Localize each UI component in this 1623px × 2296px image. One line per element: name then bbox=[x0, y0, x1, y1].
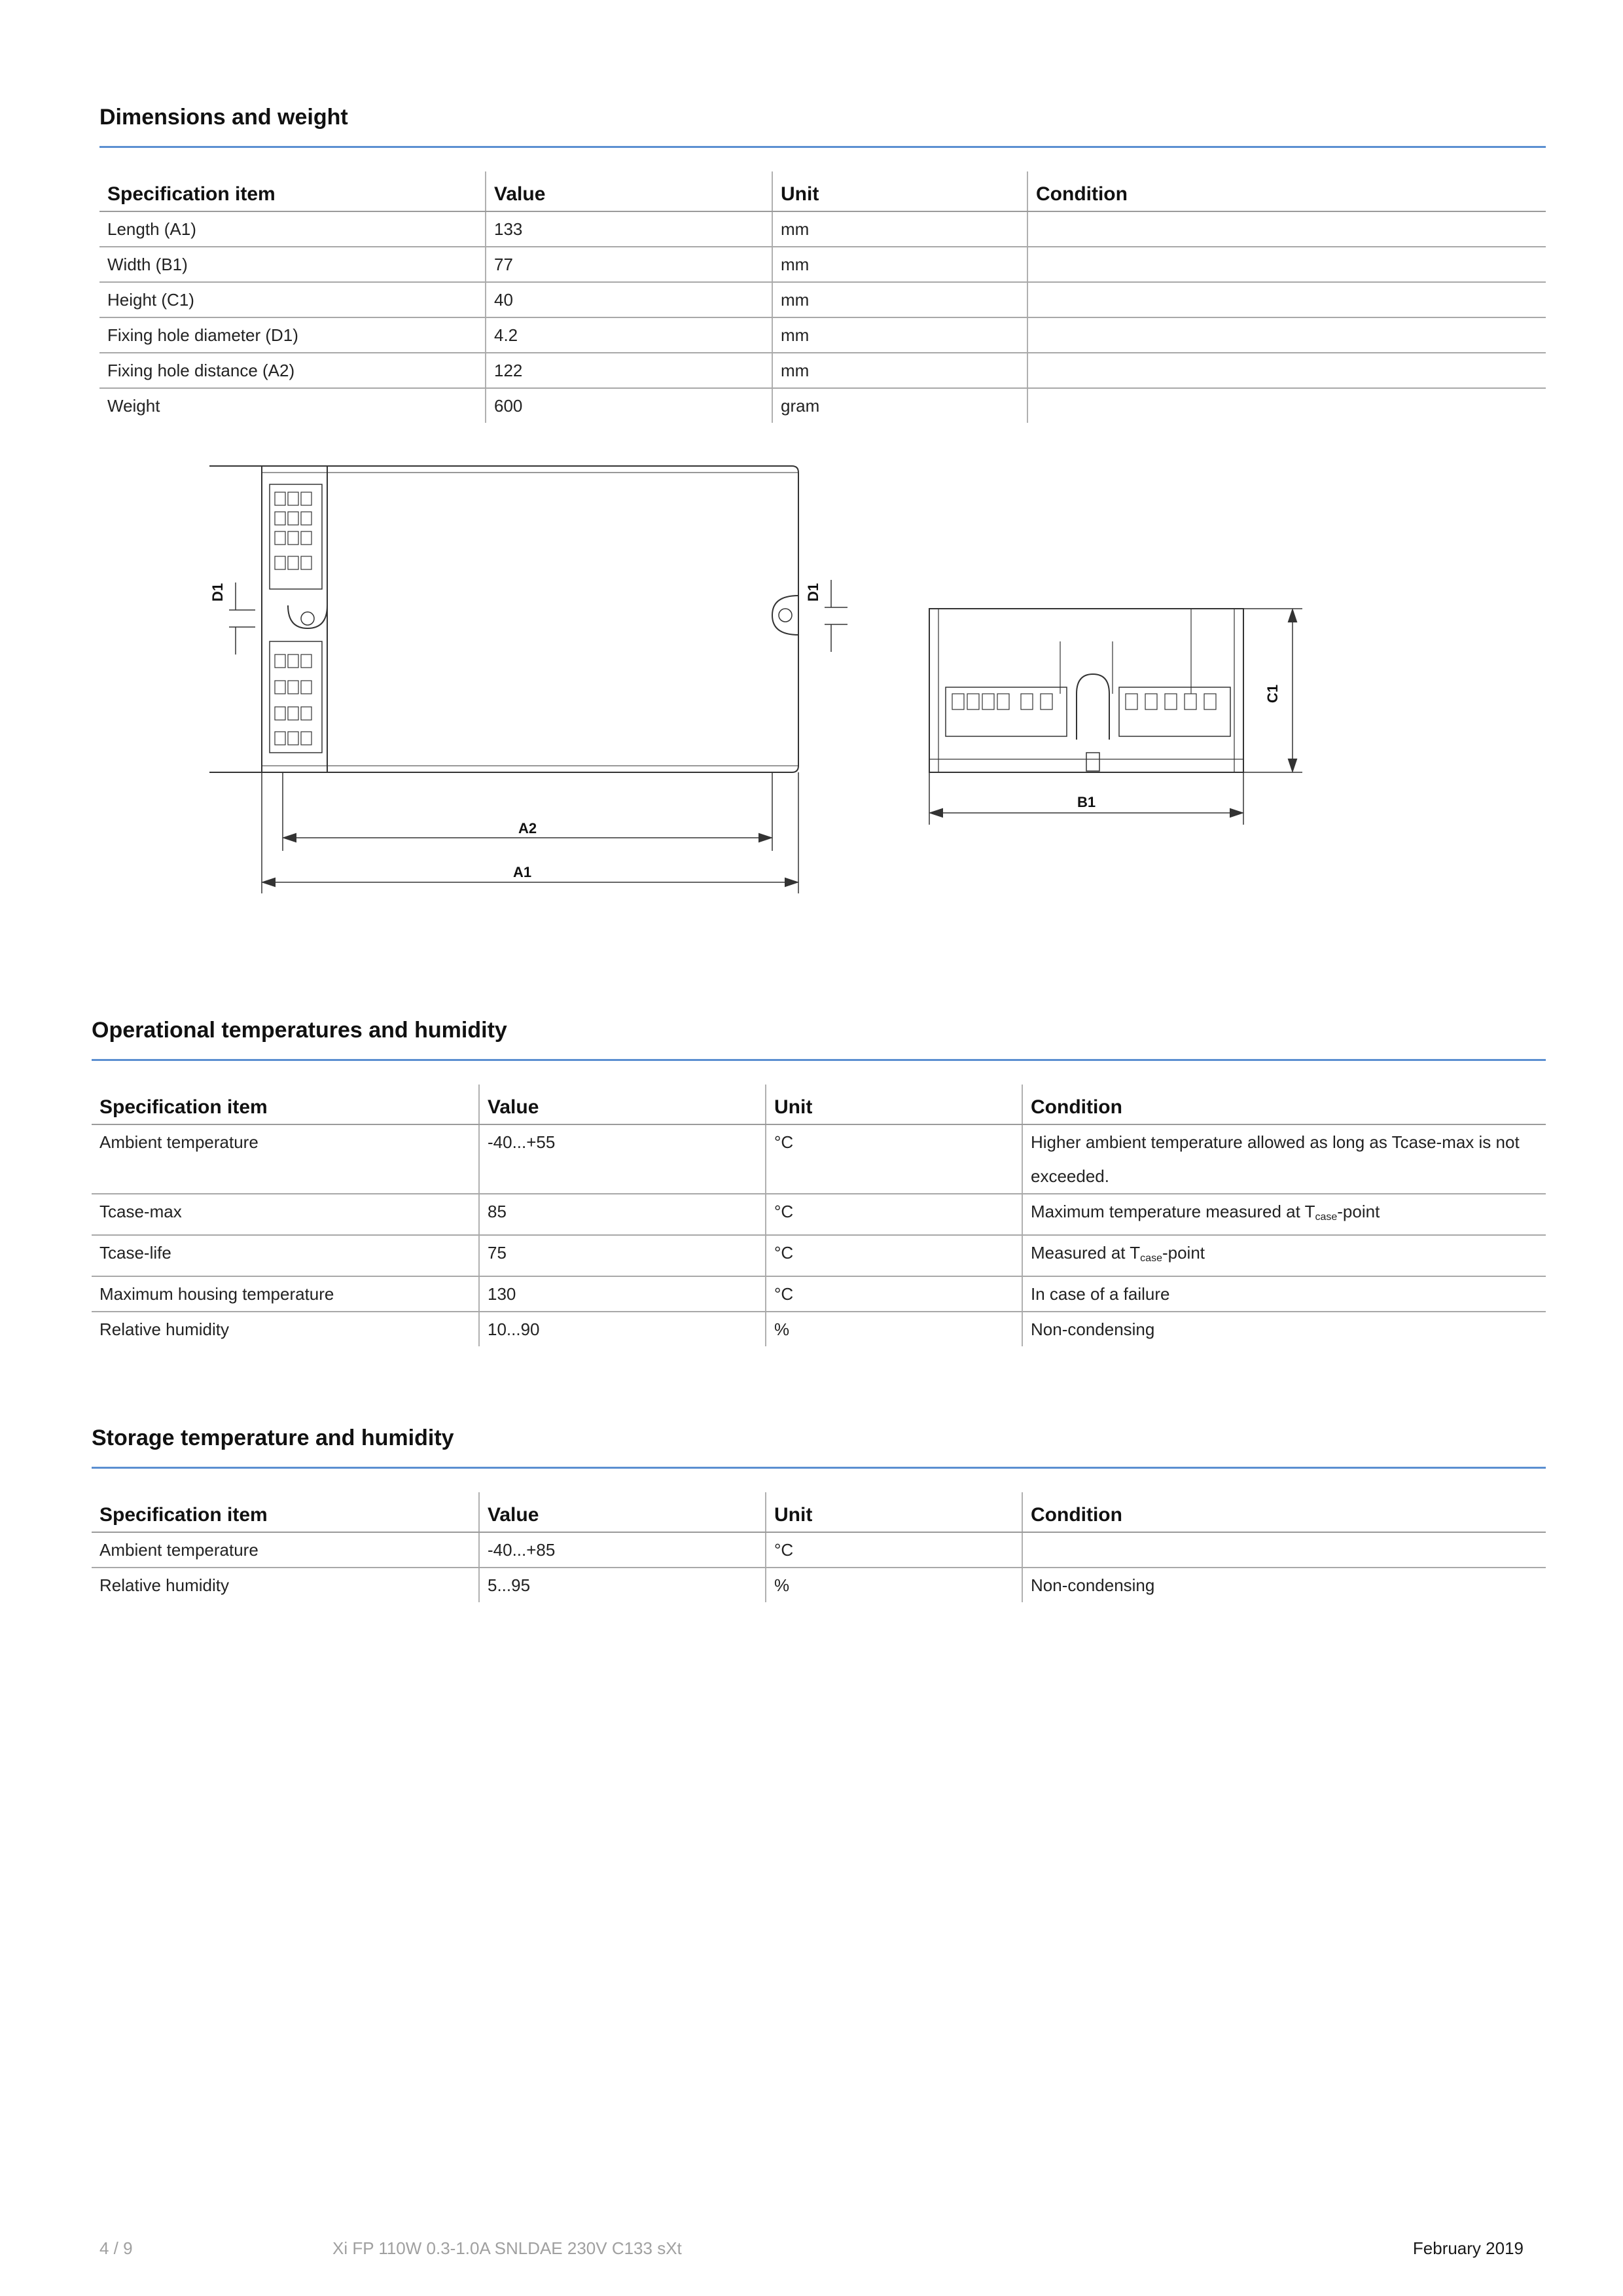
dimension-label-d1-right: D1 bbox=[805, 583, 821, 602]
table-row bbox=[99, 388, 1546, 423]
cell-unit: °C bbox=[766, 1235, 1022, 1276]
table-row bbox=[99, 317, 1546, 353]
dimension-drawing-side-view bbox=[916, 602, 1322, 831]
section-operational bbox=[92, 1018, 1546, 1346]
cell-value: 75 bbox=[479, 1235, 766, 1276]
operational-table bbox=[92, 1085, 1546, 1346]
storage-table bbox=[92, 1492, 1546, 1602]
cell-unit: mm bbox=[772, 211, 1027, 247]
cell-item: Tcase-life bbox=[92, 1235, 479, 1276]
cell-unit: mm bbox=[772, 317, 1027, 353]
cell-item: Height (C1) bbox=[99, 282, 486, 317]
footer-page-number: 4 / 9 bbox=[99, 2238, 133, 2258]
dimensions-table bbox=[99, 171, 1546, 423]
dimension-label-c1: C1 bbox=[1264, 684, 1281, 704]
cell-condition bbox=[1027, 353, 1546, 388]
cell-unit: °C bbox=[766, 1276, 1022, 1312]
cell-unit: °C bbox=[766, 1194, 1022, 1235]
cell-unit: % bbox=[766, 1568, 1022, 1602]
cell-condition: Non-condensing bbox=[1022, 1568, 1546, 1602]
cell-condition bbox=[1027, 282, 1546, 317]
cell-condition bbox=[1022, 1194, 1546, 1235]
dimension-label-d1-left: D1 bbox=[209, 583, 226, 602]
column-header: Unit bbox=[766, 1492, 1022, 1532]
condition-text: Measured at T bbox=[1031, 1243, 1141, 1263]
cell-condition: Non-condensing bbox=[1022, 1312, 1546, 1346]
table-row bbox=[99, 247, 1546, 282]
dimension-label-a1: A1 bbox=[512, 864, 532, 880]
column-header: Specification item bbox=[92, 1492, 479, 1532]
table-header-row bbox=[92, 1492, 1546, 1532]
section-title: Storage temperature and humidity bbox=[92, 1426, 1546, 1469]
section-dimensions bbox=[99, 105, 1546, 423]
condition-text: -point bbox=[1337, 1202, 1380, 1221]
table-row bbox=[99, 211, 1546, 247]
table-row bbox=[92, 1532, 1546, 1568]
cell-unit: gram bbox=[772, 388, 1027, 423]
cell-value: 5...95 bbox=[479, 1568, 766, 1602]
cell-condition bbox=[1022, 1235, 1546, 1276]
column-header: Value bbox=[486, 171, 772, 211]
cell-item: Fixing hole distance (A2) bbox=[99, 353, 486, 388]
cell-value: 10...90 bbox=[479, 1312, 766, 1346]
cell-value: 600 bbox=[486, 388, 772, 423]
dimension-label-b1: B1 bbox=[1077, 794, 1096, 810]
condition-text: -point bbox=[1162, 1243, 1205, 1263]
column-header: Unit bbox=[766, 1085, 1022, 1124]
cell-item: Tcase-max bbox=[92, 1194, 479, 1235]
section-storage bbox=[92, 1426, 1546, 1602]
column-header: Specification item bbox=[92, 1085, 479, 1124]
cell-item: Relative humidity bbox=[99, 1575, 229, 1595]
cell-unit: °C bbox=[766, 1124, 1022, 1194]
cell-condition bbox=[1027, 247, 1546, 282]
condition-text: Maximum temperature measured at T bbox=[1031, 1202, 1315, 1221]
column-header: Specification item bbox=[99, 171, 486, 211]
column-header: Value bbox=[479, 1085, 766, 1124]
cell-value: 4.2 bbox=[486, 317, 772, 353]
cell-condition: Higher ambient temperature allowed as long as Tcase-max is not exceeded. bbox=[1022, 1124, 1546, 1194]
cell-unit: mm bbox=[772, 282, 1027, 317]
column-header: Value bbox=[479, 1492, 766, 1532]
footer-date: February 2019 bbox=[1412, 2238, 1524, 2258]
table-row bbox=[92, 1276, 1546, 1312]
cell-condition bbox=[1027, 211, 1546, 247]
table-row bbox=[92, 1568, 1546, 1602]
table-row bbox=[92, 1124, 1546, 1194]
cell-value: 130 bbox=[479, 1276, 766, 1312]
cell-unit: % bbox=[766, 1312, 1022, 1346]
table-row bbox=[99, 353, 1546, 388]
cell-item: Length (A1) bbox=[99, 211, 486, 247]
table-header-row bbox=[99, 171, 1546, 211]
cell-unit: mm bbox=[772, 353, 1027, 388]
cell-item: Weight bbox=[107, 396, 160, 416]
subscript-text: case bbox=[1315, 1211, 1338, 1223]
subscript-text: case bbox=[1140, 1253, 1162, 1264]
column-header: Condition bbox=[1022, 1085, 1546, 1124]
cell-unit: °C bbox=[766, 1532, 1022, 1568]
cell-condition bbox=[1027, 388, 1546, 423]
column-header: Unit bbox=[772, 171, 1027, 211]
cell-condition bbox=[1022, 1532, 1546, 1568]
cell-value: 133 bbox=[486, 211, 772, 247]
table-row bbox=[92, 1312, 1546, 1346]
footer-product-name: Xi FP 110W 0.3-1.0A SNLDAE 230V C133 sXt bbox=[332, 2238, 682, 2258]
cell-item: Relative humidity bbox=[99, 1319, 229, 1339]
cell-item: Ambient temperature bbox=[92, 1124, 479, 1194]
table-row bbox=[99, 282, 1546, 317]
section-title: Operational temperatures and humidity bbox=[92, 1018, 1546, 1061]
table-header-row bbox=[92, 1085, 1546, 1124]
section-title: Dimensions and weight bbox=[99, 105, 1546, 148]
column-header: Condition bbox=[1027, 171, 1546, 211]
cell-value: 122 bbox=[486, 353, 772, 388]
cell-value: -40...+85 bbox=[479, 1532, 766, 1568]
cell-unit: mm bbox=[772, 247, 1027, 282]
cell-item: Fixing hole diameter (D1) bbox=[99, 317, 486, 353]
dimension-drawing-top-view bbox=[209, 458, 877, 916]
cell-condition: In case of a failure bbox=[1022, 1276, 1546, 1312]
cell-item: Maximum housing temperature bbox=[92, 1276, 479, 1312]
dimension-label-a2: A2 bbox=[518, 820, 537, 836]
cell-item: Width (B1) bbox=[99, 247, 486, 282]
table-row bbox=[92, 1235, 1546, 1276]
cell-value: 85 bbox=[479, 1194, 766, 1235]
column-header: Condition bbox=[1022, 1492, 1546, 1532]
table-row bbox=[92, 1194, 1546, 1235]
cell-condition bbox=[1027, 317, 1546, 353]
cell-value: 40 bbox=[486, 282, 772, 317]
cell-value: 77 bbox=[486, 247, 772, 282]
cell-value: -40...+55 bbox=[479, 1124, 766, 1194]
cell-item: Ambient temperature bbox=[92, 1532, 479, 1568]
